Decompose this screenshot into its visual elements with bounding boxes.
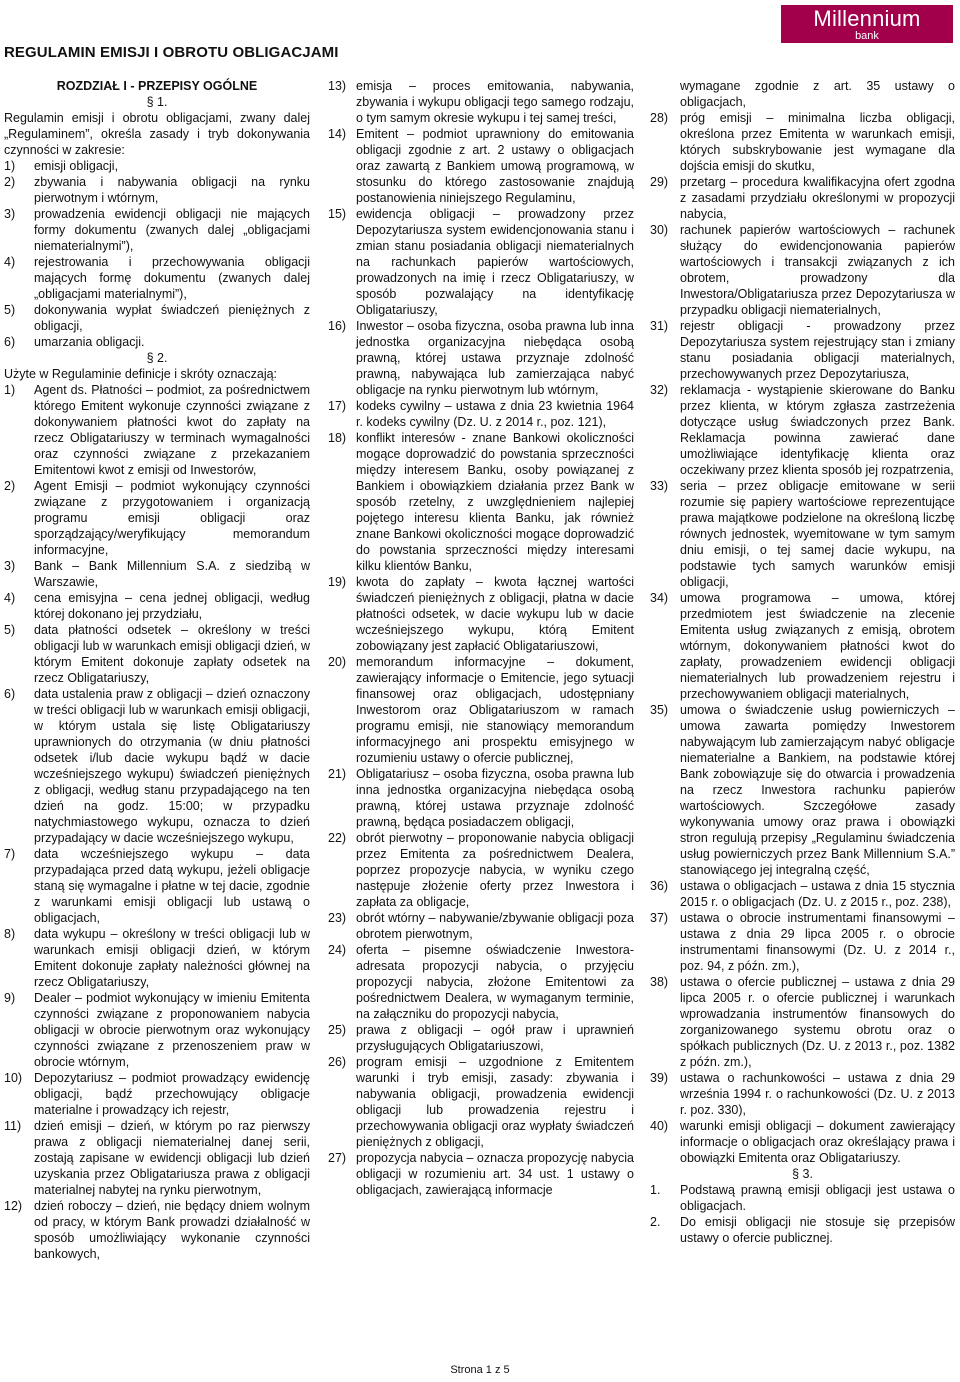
- item-number: 34): [650, 591, 669, 605]
- item-number: 37): [650, 911, 669, 925]
- definition-item: [4, 1070, 310, 1118]
- item-text: Obligatariusz – osoba fizyczna, osoba prawna lub inna jednostka organizacyjna niebędąca osobą prawną, której ustawa przyznaje zdolność prawną, będąca posiadaczem obligacji,: [356, 767, 634, 829]
- item-number: 19): [328, 575, 347, 589]
- item-number: 20): [328, 655, 347, 669]
- definitions-list-part-2: [328, 78, 634, 1198]
- item-text: konflikt interesów - znane Bankowi okoliczności mogące doprowadzić do powstania sprzeczności między interesem Banku, osoby powiązanej z Bankiem i obowiązkiem działania przez Bank w sposób rzetelny, z uwzględnieniem najlepiej pojętego interesu klienta Banku, jak również znane Bankowi okoliczności mogące doprowadzić do powstania sprzeczności między interesami kilku klientów Banku,: [356, 431, 634, 573]
- item-text: Dealer – podmiot wykonujący w imieniu Emitenta czynności związane z proponowaniem nabycia obligacji w obrocie pierwotnym oraz wykonujący czynności związane z przenoszeniem praw w obrocie wtórnym,: [34, 991, 310, 1069]
- item-text: data ustalenia praw z obligacji – dzień oznaczony w treści obligacji lub w warunkach emisji obligacji, w którym ustala się listę Obligatariuszy uprawnionych do otrzymania (w dniu płatności odsetek i/lub dacie wykupu bądź w dacie wcześniejszego wykupu) świadczeń pieniężnych z obligacji, według stanu przypadającego na ten dzień na godz. 15:00; w przypadku natychmiastowego wykupu, oznacza to dzień przypadający w dacie wcześniejszego wykupu,: [34, 687, 310, 845]
- section-1-heading: § 1.: [146, 95, 168, 109]
- item-text: dzień roboczy – dzień, nie będący dniem wolnym od pracy, w którym Bank prowadzi działalność w sposób umożliwiający wykonanie czynności bankowych,: [34, 1199, 310, 1261]
- item-text: Podstawą prawną emisji obligacji jest ustawa o obligacjach.: [680, 1183, 955, 1213]
- definitions-list-part-3: [650, 110, 955, 1166]
- definition-item: [650, 110, 955, 174]
- item-text: ustawa o ofercie publicznej – ustawa z dnia 29 lipca 2005 r. o ofercie publicznej i warunkach wprowadzania instrumentów finansowych do zorganizowanego systemu obrotu oraz o spółkach publicznych (Dz. U. z 2013 r., poz. 1382 z późn. zm.),: [680, 975, 955, 1069]
- item-number: 29): [650, 175, 669, 189]
- item-number: 35): [650, 703, 669, 717]
- definition-item: [4, 590, 310, 622]
- item-text: propozycja nabycia – oznacza propozycję nabycia obligacji w rozumieniu art. 34 ust. 1 ustawy o obligacjach, zawierającą informacje: [356, 1151, 634, 1197]
- item-number: 6): [4, 335, 16, 349]
- item-number: 27): [328, 1151, 347, 1165]
- item-text: rachunek papierów wartościowych – rachunek służący do ewidencjonowania papierów wartościowych i transakcji związanych z ich obrotem, prowadzony dla Inwestora/Obligatariusza przez Depozytariusza w przypadku obligacji niematerialnych,: [680, 223, 955, 317]
- column-middle: [328, 78, 634, 1198]
- definition-item: [4, 990, 310, 1070]
- section-3-list: [650, 1182, 955, 1246]
- definition-item: [650, 382, 955, 478]
- item-number: 28): [650, 111, 669, 125]
- section-1-list: [4, 158, 310, 350]
- item-number: 4): [4, 255, 16, 269]
- item-text: kwota do zapłaty – kwota łącznej wartości świadczeń pieniężnych z obligacji, płatna w dacie płatności odsetek, w dacie wykupu lub w dacie wcześniejszego wykupu, którą Emitent zobowiązany jest zapłacić Obligatariuszowi,: [356, 575, 634, 653]
- section-1-intro: Regulamin emisji i obrotu obligacjami, zwany dalej „Regulaminem”, określa zasady i tryb dokonywania czynności w zakresie:: [4, 111, 310, 157]
- item-number: 1.: [650, 1183, 661, 1197]
- item-number: 40): [650, 1119, 669, 1133]
- definition-item: [4, 382, 310, 478]
- item-text: prawa z obligacji – ogół praw i uprawnień przysługujących Obligatariuszowi,: [356, 1023, 634, 1053]
- definition-item: [650, 174, 955, 222]
- item-number: 24): [328, 943, 347, 957]
- item-text: obrót wtórny – nabywanie/zbywanie obligacji poza obrotem pierwotnym,: [356, 911, 634, 941]
- definition-item: [4, 1198, 310, 1262]
- definition-item: [328, 766, 634, 830]
- item-text: Inwestor – osoba fizyczna, osoba prawna lub inna jednostka organizacyjna niebędąca osobą prawną, której ustawa przyznaje zdolność prawną, nabywająca lub zamierzająca nabyć obligacje na rynku pierwotnym lub wtórnym,: [356, 319, 634, 397]
- item-number: 3): [4, 559, 16, 573]
- scope-list-item: [4, 302, 310, 334]
- item-text: emisji obligacji,: [34, 159, 119, 173]
- item-text: cena emisyjna – cena jednej obligacji, według której dokonano jej przydziału,: [34, 591, 310, 621]
- item-number: 23): [328, 911, 347, 925]
- item-text: oferta – pisemne oświadczenie Inwestora-adresata propozycji nabycia, o przyjęciu propozycji nabycia, złożone Emitentowi za pośrednictwem Dealera, w wymaganym terminie, na załączniku do propozycji nabycia,: [356, 943, 634, 1021]
- page-footer: Strona 1 z 5: [450, 1364, 510, 1376]
- definition-item: [650, 222, 955, 318]
- definition-item: [328, 430, 634, 574]
- item-number: 2): [4, 175, 16, 189]
- definition-item: [650, 318, 955, 382]
- item-number: 15): [328, 207, 347, 221]
- item-text: przetarg – procedura kwalifikacyjna ofert zgodna z zasadami przydziału określonymi w propozycji nabycia,: [680, 175, 955, 221]
- item-text: data wykupu – określony w treści obligacji lub w warunkach emisji obligacji dzień, w którym Emitent dokonuje zapłaty należności głównej na rzecz Obligatariuszy,: [34, 927, 310, 989]
- scope-list-item: [4, 254, 310, 302]
- definition-item: [4, 1118, 310, 1198]
- item-number: 3): [4, 207, 16, 221]
- chapter-heading: ROZDZIAŁ I - PRZEPISY OGÓLNE: [56, 79, 258, 93]
- item-text: dokonywania wypłat świadczeń pieniężnych z obligacji,: [34, 303, 310, 333]
- item-number: 21): [328, 767, 347, 781]
- item-text: program emisji – uzgodnione z Emitentem warunki i tryb emisji, zasady: zbywania i nabywania obligacji, prowadzenia ewidencji obligacji lub prowadzenia rejestru i przechowywania obligacji oraz wypłaty świadczeń pieniężnych z obligacji,: [356, 1055, 634, 1149]
- item-number: 11): [4, 1119, 22, 1133]
- definition-item: [328, 1054, 634, 1150]
- logo-brand-text: Millennium: [813, 6, 921, 31]
- item-text: prowadzenia ewidencji obligacji nie mających formy dokumentu (zwanych dalej „obligacjami niematerialnymi”),: [34, 207, 310, 253]
- item-number: 32): [650, 383, 669, 397]
- definition-item: [650, 974, 955, 1070]
- definition-item: [328, 942, 634, 1022]
- item-text: rejestr obligacji - prowadzony przez Depozytariusza system rejestrujący stan i zmiany stanu posiadania obligacji materialnych, przechowywanych przez Depozytariusza,: [680, 319, 955, 381]
- definition-27-continuation: wymagane zgodnie z art. 35 ustawy o obligacjach,: [680, 79, 955, 109]
- item-number: 4): [4, 591, 16, 605]
- item-text: umarzania obligacji.: [34, 335, 145, 349]
- item-number: 5): [4, 303, 16, 317]
- item-number: 10): [4, 1071, 23, 1085]
- item-text: dzień emisji – dzień, w którym po raz pierwszy prawa z obligacji niematerialnej danej serii, zostają zapisane w ewidencji obligacji lub dzień uzyskania przez Obligatariusza prawa z obligacji materialnej nabytej na rynku pierwotnym,: [34, 1119, 310, 1197]
- item-text: umowa o świadczenie usług powierniczych – umowa zawarta pomiędzy Inwestorem nabywającym lub zamierzającym nabyć obligacje niematerialne a Bankiem, na podstawie której Bank zobowiązuje się do otwarcia i prowadzenia na rzecz Inwestora rachunku papierów wartościowych. Szczegółowe zasady wykonywania umowy oraz prawa i obowiązki stron regulują przepisy „Regulaminu świadczenia usług powierniczych przez Bank Millennium S.A.” stanowiącego jej integralną część,: [680, 703, 955, 877]
- item-number: 1): [4, 159, 16, 173]
- definition-item: [4, 926, 310, 990]
- scope-list-item: [4, 174, 310, 206]
- definition-item: [328, 206, 634, 318]
- definition-item: [4, 558, 310, 590]
- item-number: 33): [650, 479, 669, 493]
- item-text: reklamacja - wystąpienie skierowane do Banku przez klienta, w którym zgłasza zastrzeżenia dotyczące usług świadczonych przez Bank. Reklamacja powinna zawierać dane umożliwiające identyfikację klienta oraz oczekiwany przez klienta sposób jej rozpatrzenia,: [680, 383, 955, 477]
- item-number: 30): [650, 223, 669, 237]
- definition-item: [650, 478, 955, 590]
- item-text: kodeks cywilny – ustawa z dnia 23 kwietnia 1964 r. kodeks cywilny (Dz. U. z 2014 r., poz. 121),: [356, 399, 634, 429]
- item-number: 18): [328, 431, 347, 445]
- definitions-list-part-1: [4, 382, 310, 1262]
- definition-item: [328, 1022, 634, 1054]
- section-3-heading: § 3.: [792, 1167, 813, 1181]
- definition-item: [4, 622, 310, 686]
- item-text: ustawa o obrocie instrumentami finansowymi – ustawa z dnia 29 lipca 2005 r. o obrocie instrumentami finansowymi (Dz. U. z 2014 r., poz. 94, z późn. zm.),: [680, 911, 955, 973]
- column-left: [4, 78, 310, 1262]
- definition-item: [4, 478, 310, 558]
- logo-sub-text: bank: [855, 30, 879, 42]
- item-number: 7): [4, 847, 16, 861]
- item-text: memorandum informacyjne – dokument, zawierający informacje o Emitencie, jego sytuacji finansowej oraz obligacjach, udostępniany Inwestorom oraz Obligatariuszom w ramach programu emisji, nie stanowiący memorandum informacyjnego ani prospektu emisyjnego w rozumieniu ustawy o ofercie publicznej,: [356, 655, 634, 765]
- item-number: 39): [650, 1071, 669, 1085]
- item-number: 26): [328, 1055, 347, 1069]
- document-title: REGULAMIN EMISJI I OBROTU OBLIGACJAMI: [4, 44, 339, 61]
- definition-item: [4, 686, 310, 846]
- item-text: data płatności odsetek – określony w treści obligacji lub w warunkach emisji obligacji dzień, w którym Emitent dokonuje zapłaty odsetek na rzecz Obligatariuszy,: [34, 623, 310, 685]
- item-text: ewidencja obligacji – prowadzony przez Depozytariusza system ewidencjonowania stanu i zmian stanu posiadania obligacji niematerialnych na rachunkach papierów wartościowych, prowadzonych na imię i rzecz Obligatariuszy, w sposób pozwalający na identyfikację Obligatariuszy,: [356, 207, 634, 317]
- item-text: Depozytariusz – podmiot prowadzący ewidencję obligacji, bądź przechowujący obligacje materialne i prowadzący ich rejestr,: [34, 1071, 310, 1117]
- definition-item: [328, 654, 634, 766]
- scope-list-item: [4, 206, 310, 254]
- item-text: obrót pierwotny – proponowanie nabycia obligacji przez Emitenta za pośrednictwem Dealera, poprzez propozycje nabycia, w wyniku czego następuje złożenie oferty przez Inwestora i zapłata za obligacje,: [356, 831, 634, 909]
- millennium-bank-logo: [781, 5, 953, 43]
- item-text: rejestrowania i przechowywania obligacji mających formę dokumentu (zwanych dalej „obligacjami materialnymi”),: [34, 255, 310, 301]
- provision-item: [650, 1182, 955, 1214]
- definition-item: [650, 702, 955, 878]
- item-text: ustawa o rachunkowości – ustawa z dnia 29 września 1994 r. o rachunkowości (Dz. U. z 2013 r. poz. 330),: [680, 1071, 955, 1117]
- scope-list-item: [4, 158, 310, 174]
- item-number: 6): [4, 687, 16, 701]
- definition-item: [328, 398, 634, 430]
- definition-item: [650, 910, 955, 974]
- item-number: 12): [4, 1199, 23, 1213]
- item-number: 8): [4, 927, 16, 941]
- item-text: umowa programowa – umowa, której przedmiotem jest świadczenie na zlecenie Emitenta usług związanych z emisją, obrotem wtórnym, dokonywaniem płatności kwot do zapłaty, prowadzeniem ewidencji obligacji niematerialnych lub prowadzeniem rejestru i przechowywaniem obligacji materialnych,: [680, 591, 955, 701]
- definition-item: [650, 1070, 955, 1118]
- definition-item: [328, 830, 634, 910]
- definition-item: [328, 78, 634, 126]
- definition-item: [650, 1118, 955, 1166]
- section-2-heading: § 2.: [146, 351, 168, 365]
- section-2-intro: Użyte w Regulaminie definicje i skróty oznaczają:: [4, 367, 278, 381]
- item-text: próg emisji – minimalna liczba obligacji, określona przez Emitenta w warunkach emisji, których subskrybowanie jest wymagane dla dojścia emisji do skutku,: [680, 111, 955, 173]
- definition-item: [328, 126, 634, 206]
- item-number: 14): [328, 127, 347, 141]
- item-text: Bank – Bank Millennium S.A. z siedzibą w Warszawie,: [34, 559, 310, 589]
- column-right: [650, 78, 955, 1246]
- item-text: data wcześniejszego wykupu – data przypadająca przed datą wykupu, jeżeli obligacje staną się wymagalne i płatne w tej dacie, zgodnie z warunkami emisji obligacji lub ustawą o obligacjach,: [34, 847, 310, 925]
- item-text: Agent ds. Płatności – podmiot, za pośrednictwem którego Emitent wykonuje czynności związane z dokonywaniem płatności kwot do zapłaty na rzecz Obligatariuszy w terminach wymagalności oraz czynności związane z przekazaniem Emitentowi kwot z emisji od Inwestorów,: [34, 383, 310, 477]
- item-text: seria – przez obligacje emitowane w serii rozumie się papiery wartościowe reprezentujące prawa majątkowe podzielone na określoną liczbę równych jednostek, wyemitowane w tym samym dniu emisji, o tej samej dacie wykupu, na podstawie tych samych warunków emisji obligacji,: [680, 479, 955, 589]
- definition-item: [328, 318, 634, 398]
- definition-item: [328, 1150, 634, 1198]
- item-number: 38): [650, 975, 669, 989]
- item-text: emisja – proces emitowania, nabywania, zbywania i wykupu obligacji tego samego rodzaju, o tym samym okresie wykupu i tej samej treści,: [356, 79, 634, 125]
- item-number: 36): [650, 879, 669, 893]
- item-number: 16): [328, 319, 347, 333]
- definition-item: [328, 910, 634, 942]
- definition-item: [4, 846, 310, 926]
- definition-item: [650, 878, 955, 910]
- item-number: 1): [4, 383, 16, 397]
- definition-item: [328, 574, 634, 654]
- item-number: 13): [328, 79, 347, 93]
- item-number: 31): [650, 319, 669, 333]
- scope-list-item: [4, 334, 310, 350]
- item-text: Emitent – podmiot uprawniony do emitowania obligacji zgodnie z art. 2 ustawy o obligacjach oraz zawartą z Bankiem umową programową, w stosunku do którego zastosowanie znajdują postanowienia niniejszego Regulaminu,: [356, 127, 634, 205]
- item-number: 2.: [650, 1215, 661, 1229]
- item-text: zbywania i nabywania obligacji na rynku pierwotnym i wtórnym,: [34, 175, 310, 205]
- provision-item: [650, 1214, 955, 1246]
- item-number: 9): [4, 991, 16, 1005]
- item-number: 22): [328, 831, 347, 845]
- item-number: 5): [4, 623, 16, 637]
- item-number: 2): [4, 479, 16, 493]
- definition-item: [650, 590, 955, 702]
- item-text: Agent Emisji – podmiot wykonujący czynności związane z przygotowaniem i organizacją programu emisji obligacji oraz sporządzający/weryfikujący memorandum informacyjne,: [34, 479, 310, 557]
- item-number: 17): [328, 399, 347, 413]
- item-text: warunki emisji obligacji – dokument zawierający informacje o obligacjach oraz określający prawa i obowiązki Emitenta oraz Obligatariuszy.: [680, 1119, 955, 1165]
- item-text: Do emisji obligacji nie stosuje się przepisów ustawy o ofercie publicznej.: [680, 1215, 955, 1245]
- item-text: ustawa o obligacjach – ustawa z dnia 15 stycznia 2015 r. o obligacjach (Dz. U. z 2015 r., poz. 238),: [680, 879, 955, 909]
- item-number: 25): [328, 1023, 347, 1037]
